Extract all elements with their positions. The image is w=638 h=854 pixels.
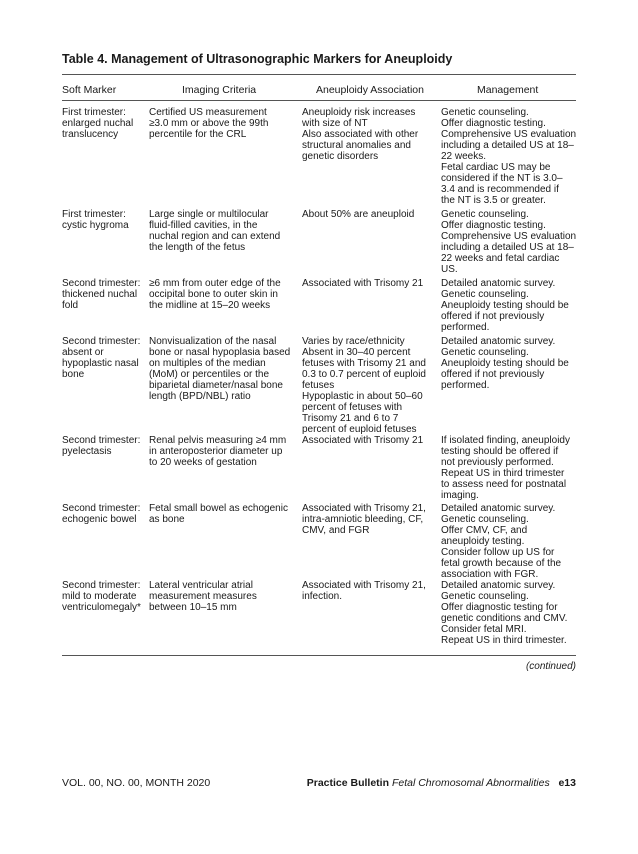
cell-line: 3.4 and is recommended if (441, 184, 559, 195)
cell-line: Hypoplastic in about 50–60 (302, 391, 423, 402)
cell-line: Nonvisualization of the nasal (149, 336, 277, 347)
table-label: Table 4. (62, 52, 108, 66)
cell-line: percentile for the CRL (149, 129, 247, 140)
cell-line: CMV, and FGR (302, 525, 370, 536)
cell-line: fluid-filled cavities, in the (149, 220, 258, 231)
cell-line: measurement measures (149, 591, 257, 602)
cell-line: imaging. (441, 490, 479, 501)
cell-line: Large single or multilocular (149, 209, 269, 220)
cell-line: bone or nasal hypoplasia based (149, 347, 291, 358)
table-cell-marker (62, 435, 140, 457)
cell-line: Comprehensive US evaluation (441, 129, 577, 140)
table-header-rule (62, 100, 576, 101)
cell-line: the length of the fetus (149, 242, 246, 253)
cell-line: Second trimester: (62, 435, 141, 446)
cell-line: Offer diagnostic testing for (441, 602, 558, 613)
cell-line: Fetal cardiac US may be (441, 162, 551, 173)
cell-line: Repeat US in third trimester. (441, 635, 567, 646)
table-cell-criteria (149, 503, 288, 525)
cell-line: Detailed anatomic survey. (441, 503, 556, 514)
table-cell-management (441, 435, 570, 501)
cell-line: nuchal region and can extend (149, 231, 281, 242)
cell-line: hypoplastic nasal (62, 358, 139, 369)
cell-line: Genetic counseling. (441, 347, 529, 358)
cell-line: aneuploidy testing. (441, 536, 525, 547)
cell-line: Comprehensive US evaluation (441, 231, 577, 242)
cell-line: cystic hygroma (62, 220, 129, 231)
cell-line: genetic disorders (302, 151, 379, 162)
cell-line: US. (441, 264, 458, 275)
cell-line: Genetic counseling. (441, 514, 529, 525)
table-top-rule (62, 74, 576, 75)
cell-line: with size of NT (302, 118, 368, 129)
cell-line: performed. (441, 380, 490, 391)
cell-line: Genetic counseling. (441, 289, 529, 300)
cell-line: infection. (302, 591, 343, 602)
cell-line: Consider fetal MRI. (441, 624, 527, 635)
table-cell-marker (62, 107, 133, 140)
footer-page-number: e13 (558, 777, 576, 789)
table-bottom-rule (62, 655, 576, 656)
cell-line: considered if the NT is 3.0– (441, 173, 563, 184)
cell-line: Certified US measurement (149, 107, 267, 118)
table-cell-association (302, 336, 426, 435)
table-cell-criteria (149, 435, 286, 468)
cell-line: as bone (149, 514, 185, 525)
cell-line: Genetic counseling. (441, 591, 529, 602)
table-cell-criteria (149, 107, 268, 140)
cell-line: absent or (62, 347, 104, 358)
cell-line: 22 weeks and fetal cardiac (441, 253, 560, 264)
cell-line: Consider follow up US for (441, 547, 555, 558)
table-cell-criteria (149, 580, 257, 613)
table-cell-marker (62, 503, 140, 525)
cell-line: to assess need for postnatal (441, 479, 567, 490)
cell-line: If isolated finding, aneuploidy (441, 435, 570, 446)
cell-line: Second trimester: (62, 580, 141, 591)
cell-line: including a detailed US at 18– (441, 140, 574, 151)
cell-line: the midline at 15–20 weeks (149, 300, 271, 311)
cell-line: percent of fetuses with (302, 402, 403, 413)
cell-line: ≥6 mm from outer edge of the (149, 278, 281, 289)
table-cell-management (441, 209, 576, 275)
cell-line: association with FGR. (441, 569, 539, 580)
footer-issue: VOL. 00, NO. 00, MONTH 2020 (62, 777, 211, 789)
cell-line: fetuses with Trisomy 21 and (302, 358, 426, 369)
cell-line: Varies by race/ethnicity (302, 336, 405, 347)
cell-line: to 20 weeks of gestation (149, 457, 257, 468)
cell-line: enlarged nuchal (62, 118, 134, 129)
cell-line: not previously performed. (441, 457, 554, 468)
cell-line: thickened nuchal (62, 289, 138, 300)
cell-line: occipital bone to outer skin in (149, 289, 278, 300)
cell-line: Aneuploidy testing should be (441, 300, 569, 311)
cell-line: including a detailed US at 18– (441, 242, 574, 253)
cell-line: Genetic counseling. (441, 209, 529, 220)
cell-line: in anteroposterior diameter up (149, 446, 283, 457)
table-cell-criteria (149, 278, 281, 311)
continued-note: (continued) (525, 661, 576, 672)
header-management: Management (477, 84, 539, 96)
cell-line: Second trimester: (62, 503, 141, 514)
cell-line: First trimester: (62, 209, 126, 220)
cell-line: offered if not previously (441, 311, 545, 322)
cell-line: mild to moderate (62, 591, 137, 602)
cell-line: Detailed anatomic survey. (441, 580, 556, 591)
cell-line: Renal pelvis measuring ≥4 mm (149, 435, 287, 446)
cell-line: testing should be offered if (441, 446, 559, 457)
header-soft-marker: Soft Marker (62, 84, 117, 96)
table-cell-association (302, 209, 414, 220)
cell-line: Offer CMV, CF, and (441, 525, 528, 536)
table-cell-management (441, 336, 569, 391)
cell-line: Second trimester: (62, 278, 141, 289)
table-title (62, 52, 452, 66)
footer-journal: Practice Bulletin (306, 777, 390, 789)
cell-line: performed. (441, 322, 490, 333)
table-cell-marker (62, 209, 129, 231)
cell-line: (MoM) or percentiles or the (149, 369, 270, 380)
cell-line: Offer diagnostic testing. (441, 118, 546, 129)
cell-line: About 50% are aneuploid (302, 209, 415, 220)
table-cell-criteria (149, 209, 280, 253)
cell-line: Aneuploidy testing should be (441, 358, 569, 369)
cell-line: bone (62, 369, 85, 380)
cell-line: structural anomalies and (302, 140, 411, 151)
cell-line: Aneuploidy risk increases (302, 107, 416, 118)
cell-line: Trisomy 21 and 6 to 7 (302, 413, 399, 424)
cell-line: Lateral ventricular atrial (149, 580, 253, 591)
cell-line: genetic conditions and CMV. (441, 613, 568, 624)
cell-line: Associated with Trisomy 21, (302, 503, 426, 514)
table-cell-association (302, 580, 426, 602)
table-cell-management (441, 503, 561, 580)
header-imaging-criteria: Imaging Criteria (182, 84, 257, 96)
table-cell-association (302, 503, 426, 536)
footer-article: Fetal Chromosomal Abnormalities (391, 777, 550, 789)
cell-line: Fetal small bowel as echogenic (149, 503, 288, 514)
table-cell-management (441, 580, 567, 646)
cell-line: Genetic counseling. (441, 107, 529, 118)
cell-line: 22 weeks. (441, 151, 487, 162)
cell-line: on multiples of the median (149, 358, 266, 369)
cell-line: Associated with Trisomy 21 (302, 435, 424, 446)
table-cell-association (302, 435, 423, 446)
cell-line: Also associated with other (302, 129, 419, 140)
table-cell-criteria (149, 336, 290, 402)
header-aneuploidy-association: Aneuploidy Association (316, 84, 424, 96)
cell-line: biparietal diameter/nasal bone (149, 380, 283, 391)
table-cell-association (302, 107, 418, 162)
table-cell-marker (62, 336, 140, 380)
footer-citation (307, 777, 576, 789)
cell-line: length (BPD/NBL) ratio (149, 391, 251, 402)
cell-line: echogenic bowel (62, 514, 137, 525)
cell-line: Detailed anatomic survey. (441, 336, 556, 347)
cell-line: First trimester: (62, 107, 126, 118)
cell-line: pyelectasis (62, 446, 112, 457)
cell-line: Repeat US in third trimester (441, 468, 565, 479)
cell-line: Detailed anatomic survey. (441, 278, 556, 289)
cell-line: Absent in 30–40 percent (302, 347, 411, 358)
cell-line: fold (62, 300, 79, 311)
table-cell-marker (62, 580, 141, 613)
cell-line: Second trimester: (62, 336, 141, 347)
cell-line: 0.3 to 0.7 percent of euploid (302, 369, 426, 380)
table-title-text: Management of Ultrasonographic Markers for Aneuploidy (111, 52, 453, 66)
cell-line: fetuses (302, 380, 335, 391)
cell-line: percent of euploid fetuses (302, 424, 417, 435)
cell-line: between 10–15 mm (149, 602, 237, 613)
cell-line: ≥3.0 mm or above the 99th (149, 118, 269, 129)
cell-line: Offer diagnostic testing. (441, 220, 546, 231)
table-cell-association (302, 278, 423, 289)
cell-line: offered if not previously (441, 369, 545, 380)
table-cell-management (441, 107, 576, 206)
cell-line: intra-amniotic bleeding, CF, (302, 514, 424, 525)
cell-line: Associated with Trisomy 21 (302, 278, 424, 289)
cell-line: fetal growth because of the (441, 558, 562, 569)
cell-line: translucency (62, 129, 119, 140)
cell-line: the NT is 3.5 or greater. (441, 195, 546, 206)
cell-line: Associated with Trisomy 21, (302, 580, 426, 591)
cell-line: ventriculomegaly* (62, 602, 141, 613)
table-cell-marker (62, 278, 140, 311)
table-cell-management (441, 278, 569, 333)
